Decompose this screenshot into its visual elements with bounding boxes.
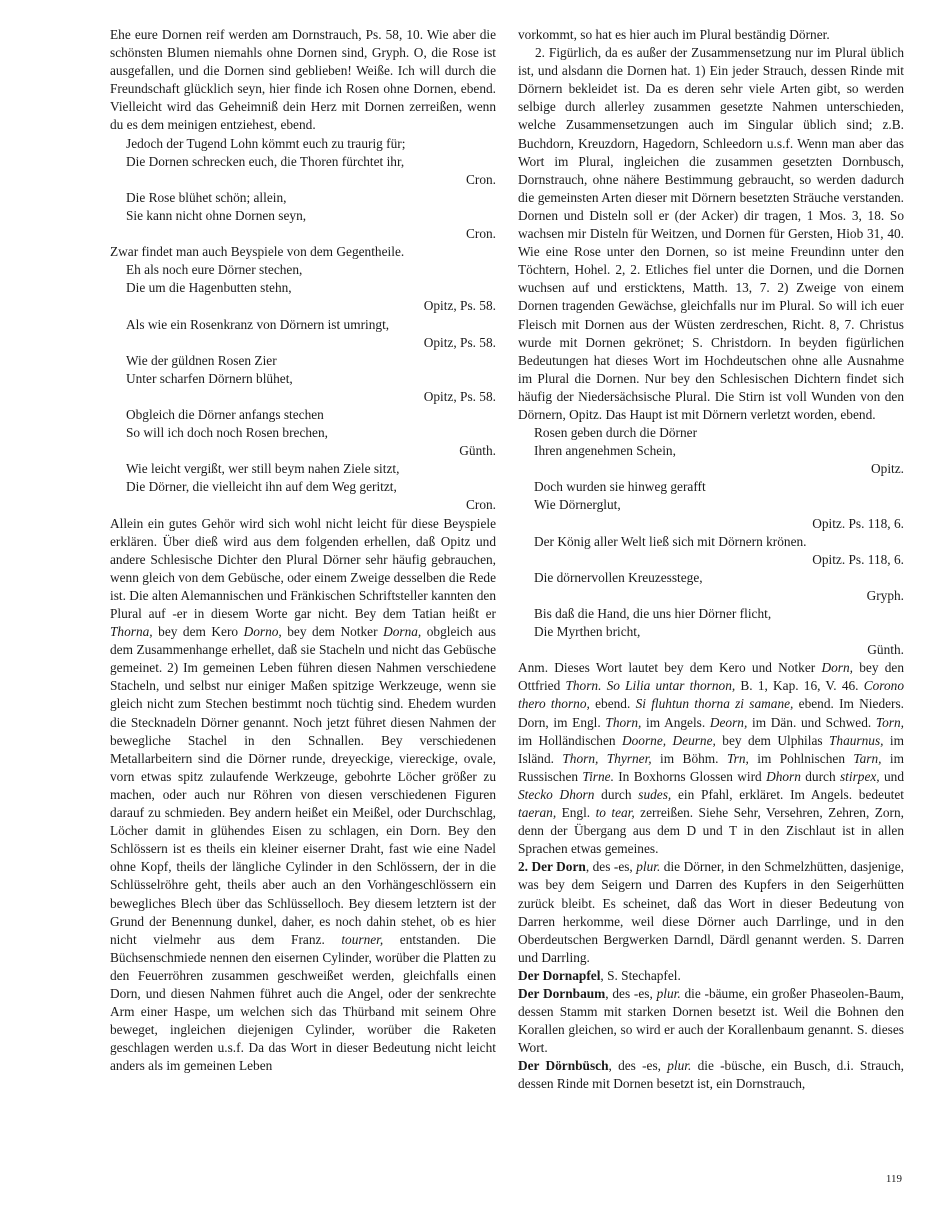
left-verse-line: Die Dörner, die vielleicht ihn auf dem Weg geritzt, bbox=[126, 479, 397, 495]
left-verse-line: Wie leicht vergißt, wer still beym nahen Ziele sitzt, bbox=[126, 461, 400, 477]
right-paragraph: Der Dörnbüsch, des -es, plur. die -büsche, ein Busch, d.i. Strauch, dessen Rinde mit Dornen besetzt ist, ein Dornstrauch, bbox=[518, 1058, 905, 1092]
right-paragraph: Der Dornapfel, S. Stechapfel. bbox=[518, 967, 681, 983]
left-verse-line: So will ich doch noch Rosen brechen, bbox=[126, 425, 328, 441]
right-verse-line: Bis daß die Hand, die uns hier Dörner flicht, bbox=[534, 606, 772, 621]
right-verse-line: Wie Dörnerglut, bbox=[534, 497, 621, 513]
left-verse-line: Jedoch der Tugend Lohn kömmt euch zu traurig für; bbox=[126, 135, 406, 151]
left-citation: Cron. bbox=[465, 226, 496, 242]
left-citation: Opitz, Ps. 58. bbox=[423, 298, 496, 314]
left-paragraph: Ehe eure Dornen reif werden am Dornstrauch, Ps. 58, 10. Wie aber die schönsten Blumen niemahls ohne Dornen sind, Gryph. O, die Rose ist ausgefallen, und die Dornen sind geblieben! Weiße. Ich will durch die Freundschaft glücklich seyn, hier finde ich Rosen ohne Dornen, ebend. Vielleicht wird das Geheimniß dein Herz mit Dornen zerreißen, wenn du es dem meinigen entziehest, ebend. bbox=[110, 27, 496, 133]
left-verse-line: Als wie ein Rosenkranz von Dörnern ist umringt, bbox=[126, 316, 390, 332]
page-number: 119 bbox=[885, 1173, 902, 1185]
left-verse-line: Sie kann nicht ohne Dornen seyn, bbox=[126, 207, 307, 223]
left-paragraph: Zwar findet man auch Beyspiele von dem Gegentheile. bbox=[110, 244, 405, 260]
right-verse-line: Rosen geben durch die Dörner bbox=[534, 425, 698, 441]
left-citation: Cron. bbox=[465, 171, 496, 187]
left-verse-line: Die Rose blühet schön; allein, bbox=[126, 189, 287, 205]
right-verse-line: Doch wurden sie hinweg gerafft bbox=[534, 479, 706, 495]
right-citation: Opitz. bbox=[871, 461, 904, 477]
right-paragraph: 2. Der Dorn, des -es, plur. die Dörner, in den Schmelzhütten, dasjenige, was bey dem Seigern und Darren des Kupfers in den Seigerhütten zurück bleibt. Es scheinet, daß das Wort in dieser Bedeutung von Darren herkomme, weil diese Dörner auch Darrlinge, und in den Oberdeutschen Bergwerken Darndl, Därdl genannt werden. S. Darren und Darrling. bbox=[518, 859, 905, 965]
right-paragraph: 2. Figürlich, da es außer der Zusammensetzung nur im Plural üblich ist, und alsdann die Dornen hat. 1) Ein jeder Strauch, dessen Rinde mit Dörnern bekleidet ist. Da es deren sehr viele Arten gibt, so werden selbige durch allerley zusammen gesetzte Nahmen unterschieden, welche Zusammensetzungen auch im Singular üblich sind; z.B. Buchdorn, Kreuzdorn, Hagedorn, Schleedorn u.s.f. Wenn man aber das Wort im Plural, ingleichen die zusammen gesetzten Dornbusch, Dornstrauch, ohne nähere Bestimmung gebraucht, so werden dadurch die gemeinsten Arten dieser mit Dörnern besetzten Sträuche verstanden. Dornen und Disteln soll er (der Acker) dir tragen, 1 Mos. 3, 18. So wachsen mir Disteln für Weitzen, und Dornen für Gersten, Hiob 31, 40. Wie eine Rose unter den Dornen, so ist meine Freundinn unter den Töchtern, Hohel. 2, 2. Etliches fiel unter die Dornen, und die Dornen wuchsen auf und ersticktens, Matth. 13, 7. 2) Zweige von einem Dornen tragenden Gewächse, gleichfalls nur im Plural. So will ich euer Fleisch mit Dornen aus der Wüsten zerdreschen, Richt. 8, 7. Christus wurde mit Dornen gekrönet; S. Christdorn. In beyden figürlichen Bedeutungen hat dieses Wort im Hochdeutschen ohne alle Ausnahme im Plural die Dornen. Nur bey den Schlesischen Dichtern findet sich häufig der Niedersächsische Plural. Die Stirn ist voll Wunden von den Dörnern, Opitz. Das Haupt ist mit Dörnern verletzt worden, ebend. bbox=[518, 45, 904, 422]
right-verse-line: Ihren angenehmen Schein, bbox=[534, 443, 676, 459]
right-paragraph: vorkommt, so hat es hier auch im Plural beständig Dörner. bbox=[518, 27, 830, 42]
left-verse-line: Die um die Hagenbutten stehn, bbox=[126, 280, 292, 296]
right-citation: Gryph. bbox=[866, 587, 904, 603]
left-verse-line: Wie der güldnen Rosen Zier bbox=[126, 352, 277, 368]
right-column bbox=[518, 26, 904, 1094]
right-verse-line: Die dörnervollen Kreuzesstege, bbox=[534, 569, 703, 585]
right-citation: Günth. bbox=[867, 642, 904, 658]
right-paragraph: Anm. Dieses Wort lautet bey dem Kero und Notker Dorn, bey den Ottfried Thorn. So Lilia untar thornon, B. 1, Kap. 16, V. 46. Corono thero thorno, ebend. Si fluhtun thorna zi samane, ebend. Im Nieders. Dorn, im Engl. Thorn, im Angels. Deorn, im Dän. und Schwed. Torn, im Holländischen Doorne, Deurne, bey dem Ulphilas Thaurnus, im Isländ. Thorn, Thyrner, im Böhm. Trn, im Pohlnischen Tarn, im Russischen Tirne. In Boxhorns Glossen wird Dhorn durch stirpex, und Stecko Dhorn durch sudes, ein Pfahl, erkläret. Im Angels. bedeutet taeran, Engl. to tear, zerreißen. Siehe Sehr, Versehren, Zehren, Zorn, denn der Übergang aus dem D und T in den Zischlaut ist in allen Sprachen etwas gemeines. bbox=[518, 660, 905, 857]
left-paragraph: Allein ein gutes Gehör wird sich wohl nicht leicht für diese Beyspiele erklären. Über dieß wird aus dem folgenden erhellen, daß Opitz und andere Schlesische Dichter den Plural Dörner sehr häufig gebrauchen, wenn gleich von dem Gebüsche, oder einem Zweige desselben die Rede ist. Die alten Alemannischen und Fränkischen Schriftsteller kannten den Plural auf -er in diesem Worte gar nicht. Bey dem Tatian heißt er Thorna, bey dem Kero Dorno, bey dem Notker Dorna, obgleich aus dem Zusammenhange erhellet, daß sie Stacheln und nicht das Gebüsche gemeinet. 2) Im gemeinen Leben führen diesen Nahmen verschiedene Stacheln, und selbst nur einiger Maßen spitzige Werkzeuge, wenn sie gleich nicht zum Stechen bestimmt noch tüchtig sind. Ehedem wurden die Stecknadeln Dörner genannt. Noch jetzt führet diesen Nahmen der bewegliche Stachel in den Schnallen. Bey verschiedenen Metallarbeitern sind die Dörner runde, dreyeckige, viereckige, ovale, vorn etwas spitz zulaufende Werkzeuge, gebohrte Löcher größer zu machen, oder auch nur Röhren von diesen verschiedenen Figuren darauf zu schmieden. Bey andern heißet ein Meißel, oder Durchschlag, Löcher damit in glühendes Eisen zu schlagen, ein Dorn. Bey den Schlössern ist es theils ein kleiner eiserner Draht, fast wie eine Nadel ohne Kopf, theils der längliche Cylinder in den Schlössern, der in die Schlüsselröhre geht, theils aber auch an den Vorhängeschlössern ein bewegliches Blech über das Schlüsselloch. Bey diesem letztern ist der Grund der Benennung dunkel, daher, es noch dahin stehet, ob es hier nicht vielmehr aus dem Franz. tourner, entstanden. Die Büchsenschmiede nennen den eisernen Cylinder, worüber die Platten zu den Feuerröhren zusammen geschweißet werden, gleichfalls einen Dorn, und diesen Nahmen führet auch die Angel, oder der senkrechte Arm einer Haspe, um welchen sich das Thürband mit seinem Ohre beweget, ingleichen diejenigen Cylinder, worüber die Raketen geschlagen werden u.s.f. Da das Wort in dieser Bedeutung nicht leicht anders als im gemeinen Leben bbox=[110, 515, 496, 1074]
left-citation: Opitz, Ps. 58. bbox=[423, 334, 496, 350]
left-verse-line: Die Dornen schrecken euch, die Thoren fürchtet ihr, bbox=[126, 153, 405, 169]
right-citation: Opitz. Ps. 118, 6. bbox=[812, 515, 904, 531]
right-verse-line: Der König aller Welt ließ sich mit Dörnern krönen. bbox=[534, 533, 807, 549]
left-verse-line: Unter scharfen Dörnern blühet, bbox=[126, 370, 293, 386]
left-citation: Cron. bbox=[465, 497, 496, 513]
left-citation: Opitz, Ps. 58. bbox=[423, 388, 496, 404]
left-verse-line: Obgleich die Dörner anfangs stechen bbox=[126, 406, 324, 422]
left-citation: Günth. bbox=[459, 443, 496, 459]
right-paragraph: Der Dornbaum, des -es, plur. die -bäume, ein großer Phaseolen-Baum, dessen Stamm mit starken Dornen besetzt ist. Weil die Bohnen den Korallen gleichen, so wird er auch der Korallenbaum genannt. S. dieses Wort. bbox=[518, 985, 905, 1056]
left-verse-line: Eh als noch eure Dörner stechen, bbox=[126, 262, 303, 278]
left-column bbox=[110, 26, 496, 1075]
right-citation: Opitz. Ps. 118, 6. bbox=[812, 551, 904, 567]
right-verse-line: Die Myrthen bricht, bbox=[534, 624, 641, 640]
